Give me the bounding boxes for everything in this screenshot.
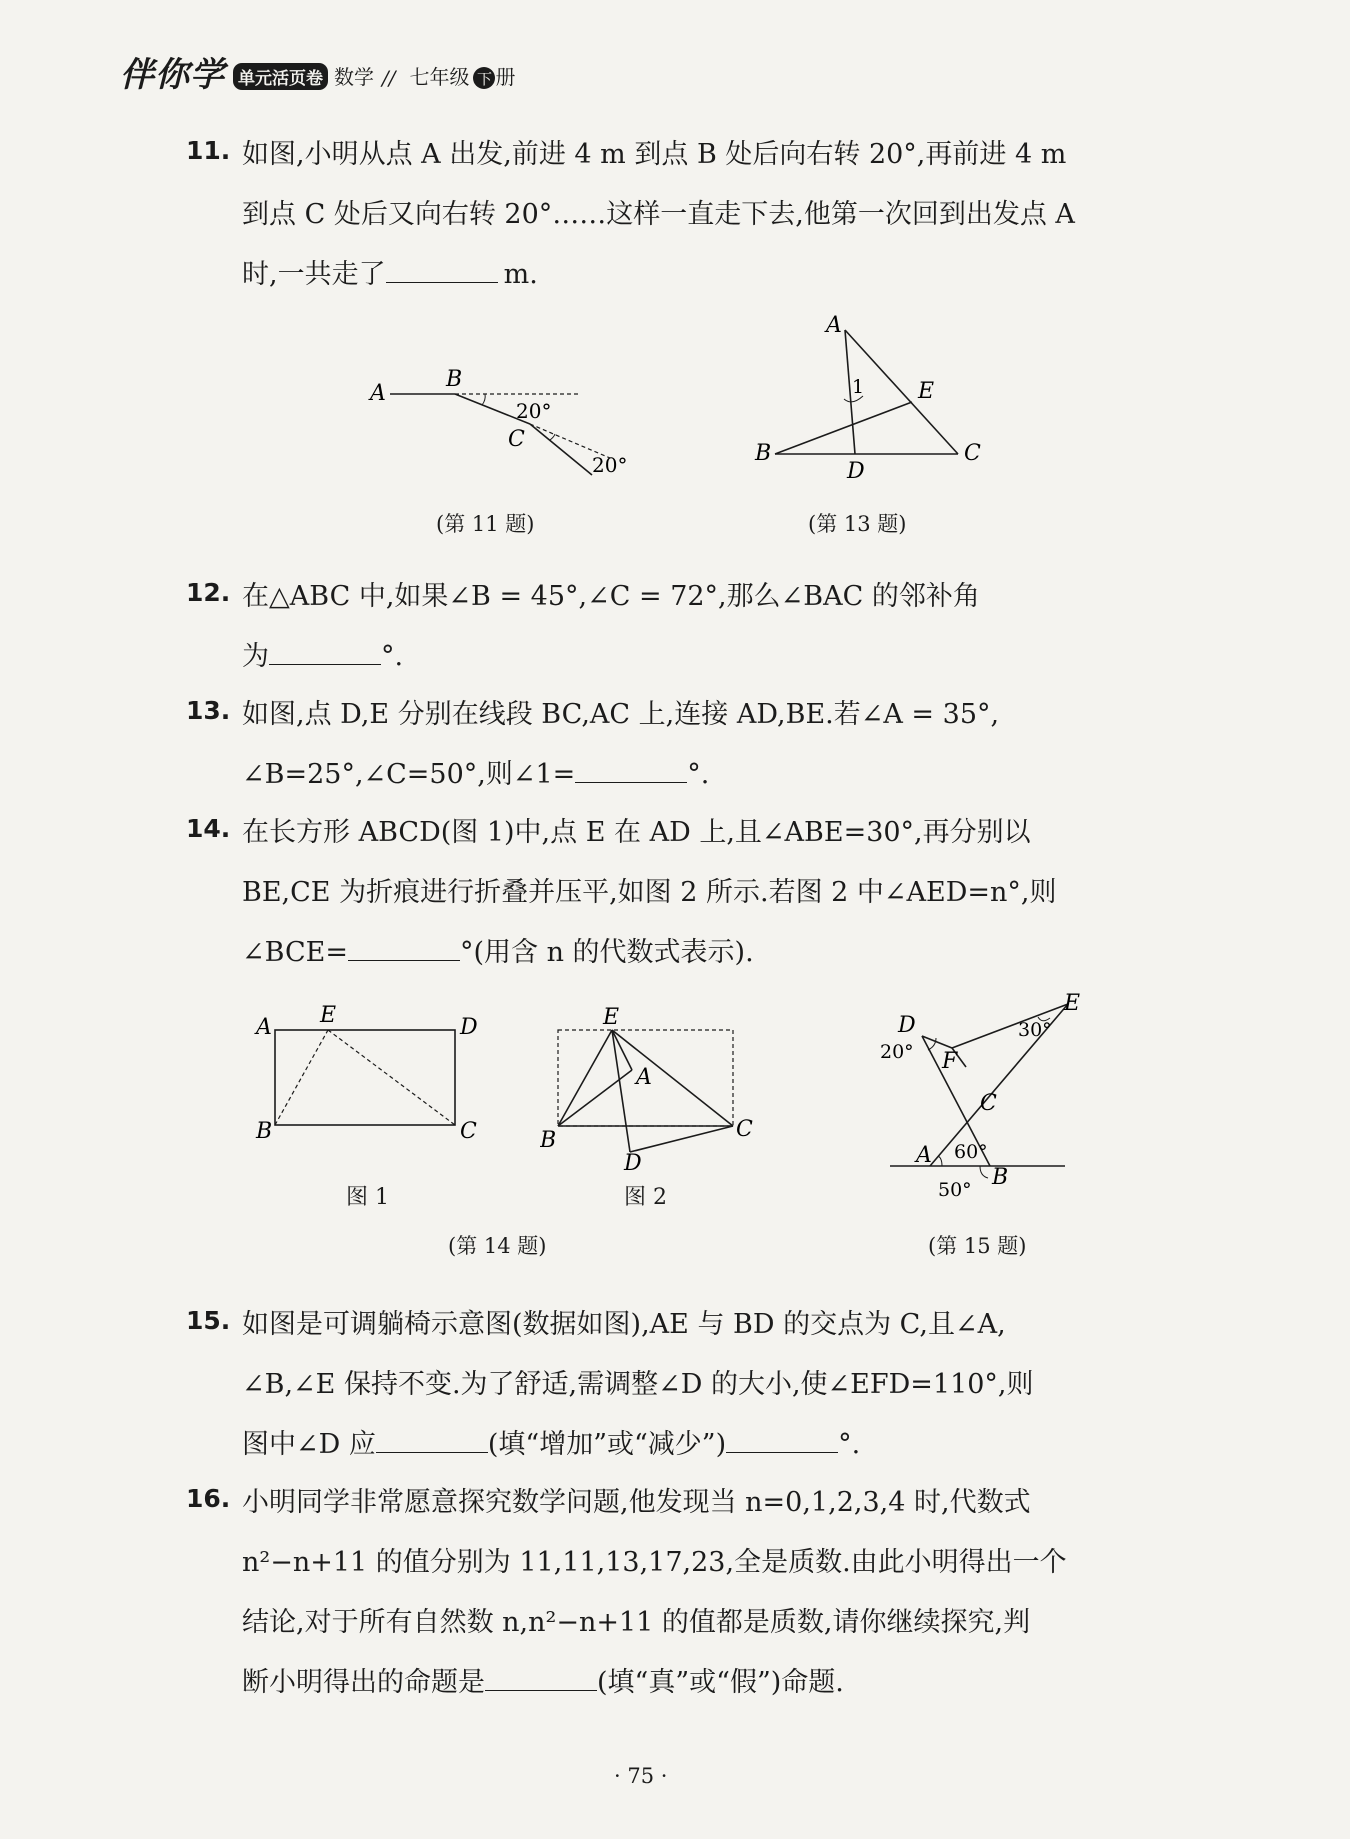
q14-line-3: [242, 930, 754, 969]
fig14-sub1-caption: 图 1: [346, 1185, 389, 1210]
fig15-label-a: A: [916, 1143, 932, 1168]
page-number: · 75 ·: [614, 1764, 668, 1788]
q13-line-1: 如图,点 D,E 分别在线段 BC,AC 上,连接 AD,BE.若∠A = 35°,: [242, 699, 1000, 730]
q16-line-4: [242, 1660, 844, 1699]
q15-number: 15.: [186, 1306, 231, 1335]
q14-line-1: 在长方形 ABCD(图 1)中,点 E 在 AD 上,且∠ABE=30°,再分别以: [242, 817, 1031, 848]
fig15-arc-a: [938, 1156, 942, 1166]
q12-line-1: 在△ABC 中,如果∠B = 45°,∠C = 72°,那么∠BAC 的邻补角: [242, 581, 980, 612]
fig13-caption: (第 13 题): [808, 512, 907, 536]
q11-line-3: [242, 252, 538, 291]
fig13-segment-be: [775, 402, 912, 454]
fig11-arc-2: [550, 434, 555, 440]
figure-14-2: [540, 1002, 770, 1172]
volume-suffix: 册: [495, 65, 516, 89]
fig15-label-f: F: [942, 1049, 958, 1074]
subject-label: 数学: [334, 65, 374, 89]
fig14-1-label-a: A: [256, 1015, 272, 1040]
fig13-label-d: D: [847, 459, 865, 484]
q14-number: 14.: [186, 814, 231, 843]
fig13-label-e: E: [918, 379, 935, 404]
q14-line-2: BE,CE 为折痕进行折叠并压平,如图 2 所示.若图 2 中∠AED=n°,则: [242, 877, 1057, 908]
fig14-1-label-d: D: [460, 1015, 478, 1040]
fig13-label-c: C: [964, 441, 981, 466]
figure-11: [360, 360, 640, 490]
q12-answer-blank[interactable]: [269, 638, 381, 665]
fig14-2-label-c: C: [736, 1117, 753, 1142]
q13-line-2-text: ∠B=25°,∠C=50°,则∠1=: [242, 759, 576, 790]
q15-line-1: 如图是可调躺椅示意图(数据如图),AE 与 BD 的交点为 C,且∠A,: [242, 1309, 1006, 1340]
figure-13: [740, 314, 1010, 484]
q11-line-3-text: 时,一共走了: [242, 259, 386, 290]
q14-answer-blank[interactable]: [348, 934, 460, 961]
fig14-sub2-caption: 图 2: [624, 1185, 667, 1210]
fig14-2-label-b: B: [540, 1128, 557, 1153]
fig14-1-label-e: E: [320, 1003, 337, 1028]
fig14-1-fold-ce: [328, 1030, 455, 1125]
fig14-1-rectangle: [275, 1030, 455, 1125]
q13-line-2: [242, 752, 709, 791]
q15-answer-blank-1[interactable]: [376, 1426, 488, 1453]
page-header: [120, 52, 515, 96]
fig11-angle-2: 20°: [592, 453, 628, 477]
q15-answer-blank-2[interactable]: [726, 1426, 838, 1453]
fig15-label-e: E: [1064, 991, 1081, 1016]
q14-tail: °(用含 n 的代数式表示).: [459, 937, 754, 968]
fig11-label-a: A: [370, 381, 386, 406]
series-badge: 单元活页卷: [233, 63, 328, 90]
brand-title: 伴你学: [120, 55, 225, 95]
fig14-1-fold-be: [275, 1030, 328, 1125]
q11-line-1: 如图,小明从点 A 出发,前进 4 m 到点 B 处后向右转 20°,再前进 4 m: [242, 139, 1067, 170]
q11-unit: m.: [503, 259, 538, 290]
q15-line-3: [242, 1422, 860, 1461]
q15-line-3-text: 图中∠D 应: [242, 1429, 376, 1460]
q15-tail: °.: [838, 1429, 861, 1460]
q12-line-2: [242, 634, 403, 673]
q16-line-4-text: 断小明得出的命题是: [242, 1667, 485, 1698]
q16-line-2: n²−n+11 的值分别为 11,11,13,17,23,全是质数.由此小明得出一个: [242, 1547, 1067, 1578]
fig11-label-c: C: [508, 427, 525, 452]
grade-label: 七年级: [409, 65, 470, 89]
volume-badge: 下: [473, 67, 495, 89]
q11-line-2: 到点 C 处后又向右转 20°……这样一直走下去,他第一次回到出发点 A: [242, 199, 1075, 230]
fig15-angle-50: 50°: [938, 1179, 972, 1201]
fig15-angle-60: 60°: [954, 1141, 988, 1163]
q13-tail: °.: [687, 759, 710, 790]
q11-answer-blank[interactable]: [386, 256, 498, 283]
fig11-angle-1: 20°: [516, 399, 552, 423]
fig11-label-b: B: [446, 367, 463, 392]
q14-line-3-text: ∠BCE=: [242, 937, 348, 968]
fig14-2-label-d: D: [624, 1151, 642, 1172]
fig14-2-label-e: E: [603, 1005, 620, 1030]
q16-number: 16.: [186, 1484, 231, 1513]
fig15-arc-b: [980, 1166, 988, 1178]
q13-number: 13.: [186, 696, 231, 725]
fig14-caption: (第 14 题): [448, 1234, 547, 1258]
fig14-2-line-ba: [558, 1070, 632, 1126]
fig13-label-1: 1: [852, 376, 865, 398]
q16-line-3: 结论,对于所有自然数 n,n²−n+11 的值都是质数,请你继续探究,判: [242, 1607, 1031, 1638]
q12-tail: °.: [381, 641, 404, 672]
header-separator: //: [382, 66, 396, 90]
q15-mid: (填“增加”或“减少”): [487, 1429, 727, 1460]
q16-line-1: 小明同学非常愿意探究数学问题,他发现当 n=0,1,2,3,4 时,代数式: [242, 1487, 1031, 1518]
fig14-2-line-be: [558, 1030, 612, 1126]
fig14-2-label-a: A: [636, 1065, 652, 1090]
q12-number: 12.: [186, 578, 231, 607]
fig13-label-b: B: [755, 441, 772, 466]
fig14-2-line-ce: [612, 1030, 733, 1126]
fig13-label-a: A: [826, 314, 842, 338]
fig11-seg-cd: [530, 424, 592, 475]
fig15-angle-30: 30°: [1018, 1019, 1052, 1041]
fig14-2-line-dc: [630, 1126, 733, 1152]
q16-answer-blank[interactable]: [485, 1664, 597, 1691]
figure-15: [880, 986, 1100, 1206]
q15-line-2: ∠B,∠E 保持不变.为了舒适,需调整∠D 的大小,使∠EFD=110°,则: [242, 1369, 1034, 1400]
q13-answer-blank[interactable]: [575, 756, 687, 783]
fig15-label-b: B: [992, 1165, 1009, 1190]
fig11-arc-1: [482, 394, 485, 405]
fig14-1-label-c: C: [460, 1119, 477, 1144]
fig11-caption: (第 11 题): [436, 512, 535, 536]
q16-tail: (填“真”或“假”)命题.: [597, 1667, 844, 1698]
fig15-angle-20: 20°: [880, 1041, 914, 1063]
fig14-1-label-b: B: [256, 1119, 273, 1144]
figure-14-1: [250, 1000, 490, 1150]
fig15-caption: (第 15 题): [928, 1234, 1027, 1258]
fig15-label-d: D: [898, 1013, 916, 1038]
q12-line-2-text: 为: [242, 641, 269, 672]
fig15-label-c: C: [980, 1091, 997, 1116]
q11-number: 11.: [186, 136, 231, 165]
